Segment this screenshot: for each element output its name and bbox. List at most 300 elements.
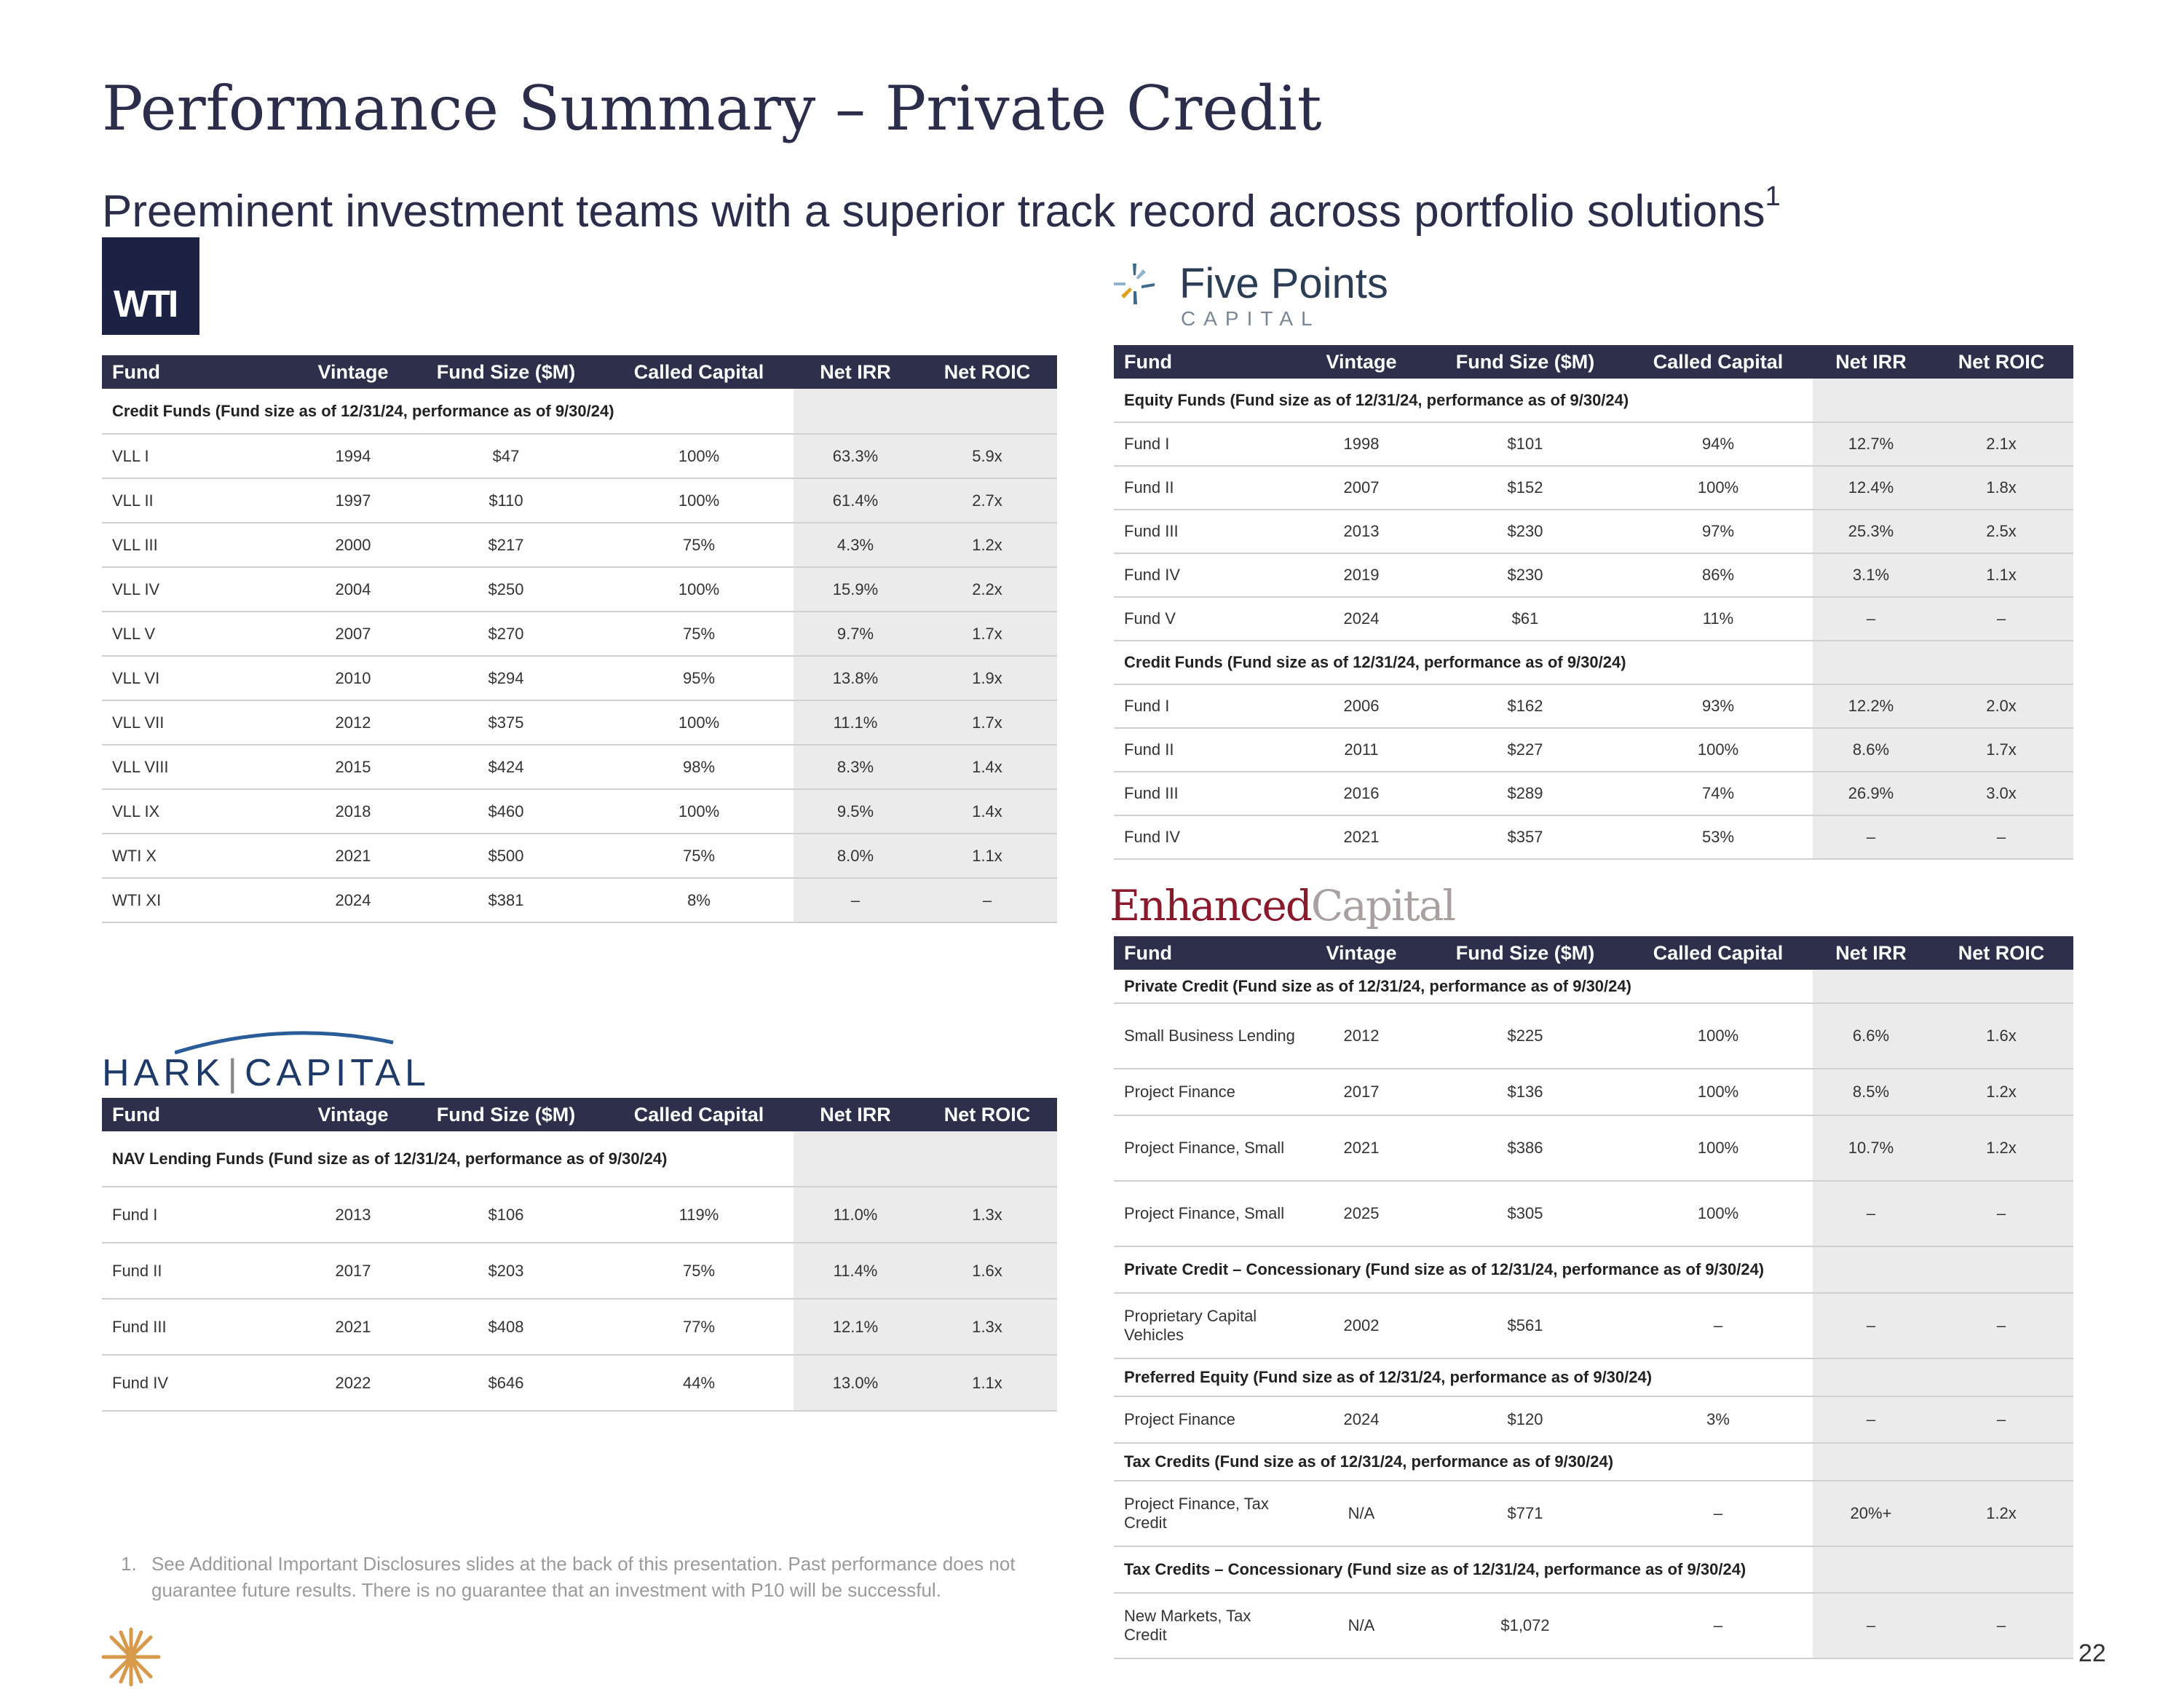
- table-cell: $500: [408, 834, 604, 878]
- table-cell: 2021: [1296, 1115, 1427, 1181]
- table-cell: $270: [408, 612, 604, 656]
- table-cell: Fund II: [1114, 728, 1296, 772]
- enhanced-logo-part1: Enhanced: [1109, 881, 1311, 930]
- table-cell: 1.3x: [917, 1299, 1057, 1355]
- table-row: [102, 700, 1057, 745]
- table-cell: $230: [1427, 553, 1623, 597]
- header-row: [102, 355, 1057, 389]
- table-cell: Proprietary Capital Vehicles: [1114, 1293, 1296, 1358]
- table-cell: 1.4x: [917, 789, 1057, 834]
- section-label: Tax Credits (Fund size as of 12/31/24, performance as of 9/30/24): [1114, 1443, 1813, 1481]
- table-row: [102, 478, 1057, 523]
- table-cell: $250: [408, 567, 604, 612]
- table-cell: $1,072: [1427, 1593, 1623, 1658]
- column-header: Net IRR: [1813, 936, 1929, 970]
- table-cell: 11.4%: [794, 1243, 917, 1299]
- column-header: Fund: [102, 1098, 298, 1131]
- wti-logo: [102, 237, 199, 335]
- table-cell: $381: [408, 878, 604, 922]
- hark-table-body: [102, 1131, 1057, 1411]
- table-cell: 8.3%: [794, 745, 917, 789]
- table-row: [1114, 1481, 2073, 1546]
- header-row: [1114, 936, 2073, 970]
- subtitle-footnote-marker: 1: [1765, 181, 1781, 212]
- table-row: [1114, 1003, 2073, 1069]
- table-cell: VLL V: [102, 612, 298, 656]
- table-cell: 2024: [298, 878, 408, 922]
- table-row: [1114, 553, 2073, 597]
- section-row: [1114, 641, 2073, 684]
- section-shade-cell: [917, 389, 1057, 434]
- table-row: [1114, 728, 2073, 772]
- table-cell: 3%: [1623, 1396, 1813, 1443]
- table-cell: 100%: [604, 567, 794, 612]
- table-cell: 2000: [298, 523, 408, 567]
- section-shade-cell: [1929, 641, 2073, 684]
- section-label: NAV Lending Funds (Fund size as of 12/31/24, performance as of 9/30/24): [102, 1131, 794, 1187]
- table-cell: 1.8x: [1929, 466, 2073, 510]
- column-header: Called Capital: [604, 1098, 794, 1131]
- table-cell: 2017: [1296, 1069, 1427, 1115]
- table-cell: $305: [1427, 1181, 1623, 1246]
- table-cell: VLL VII: [102, 700, 298, 745]
- table-cell: $375: [408, 700, 604, 745]
- table-cell: 3.1%: [1813, 553, 1929, 597]
- table-cell: 75%: [604, 523, 794, 567]
- table-cell: 8.6%: [1813, 728, 1929, 772]
- table-cell: –: [1623, 1481, 1813, 1546]
- table-cell: $561: [1427, 1293, 1623, 1358]
- table-cell: N/A: [1296, 1481, 1427, 1546]
- table-cell: 2007: [1296, 466, 1427, 510]
- column-header: Called Capital: [604, 355, 794, 389]
- column-header: Fund Size ($M): [408, 1098, 604, 1131]
- page-title: Performance Summary – Private Credit: [102, 73, 1322, 144]
- table-cell: WTI XI: [102, 878, 298, 922]
- table-cell: 3.0x: [1929, 772, 2073, 815]
- subtitle-text: Preeminent investment teams with a superior track record across portfolio solutions: [102, 186, 1765, 237]
- table-cell: 11%: [1623, 597, 1813, 641]
- table-cell: $120: [1427, 1396, 1623, 1443]
- page-number: 22: [2078, 1639, 2106, 1667]
- table-cell: $424: [408, 745, 604, 789]
- column-header: Net ROIC: [1929, 345, 2073, 379]
- table-row: [102, 523, 1057, 567]
- column-header: Fund: [102, 355, 298, 389]
- table-row: [1114, 597, 2073, 641]
- footnote-number: 1.: [121, 1553, 137, 1575]
- table-cell: $227: [1427, 728, 1623, 772]
- table-cell: 2.2x: [917, 567, 1057, 612]
- table-cell: 2006: [1296, 684, 1427, 728]
- table-cell: 12.2%: [1813, 684, 1929, 728]
- table-cell: $136: [1427, 1069, 1623, 1115]
- column-header: Net IRR: [794, 355, 917, 389]
- table-row: [1114, 510, 2073, 553]
- table-cell: Fund III: [102, 1299, 298, 1355]
- table-cell: 1.1x: [1929, 553, 2073, 597]
- table-cell: 2024: [1296, 597, 1427, 641]
- table-cell: –: [1929, 597, 2073, 641]
- table-cell: VLL IV: [102, 567, 298, 612]
- five-points-table-body: [1114, 379, 2073, 859]
- table-cell: 75%: [604, 1243, 794, 1299]
- section-label: Tax Credits – Concessionary (Fund size as of 12/31/24, performance as of 9/30/24): [1114, 1546, 1813, 1593]
- table-row: [102, 878, 1057, 922]
- five-points-logo-name: Five Points: [1179, 260, 1388, 307]
- wti-logo-text: WTI: [114, 283, 177, 325]
- table-cell: 11.0%: [794, 1187, 917, 1243]
- five-points-logo: [1114, 260, 1441, 336]
- table-cell: 1.2x: [917, 523, 1057, 567]
- table-cell: 10.7%: [1813, 1115, 1929, 1181]
- table-cell: Fund I: [102, 1187, 298, 1243]
- wti-table-header: [102, 355, 1057, 389]
- table-cell: 2013: [298, 1187, 408, 1243]
- table-cell: –: [1929, 815, 2073, 859]
- section-shade-cell: [794, 389, 917, 434]
- section-shade-cell: [794, 1131, 917, 1187]
- table-cell: 2017: [298, 1243, 408, 1299]
- section-shade-cell: [1813, 1546, 1929, 1593]
- table-row: [1114, 422, 2073, 466]
- table-row: [1114, 1293, 2073, 1358]
- section-shade-cell: [1813, 1443, 1929, 1481]
- table-cell: 2.7x: [917, 478, 1057, 523]
- table-cell: 2.1x: [1929, 422, 2073, 466]
- table-row: [102, 789, 1057, 834]
- five-points-star-icon: [1114, 264, 1155, 304]
- table-cell: 12.7%: [1813, 422, 1929, 466]
- table-cell: $225: [1427, 1003, 1623, 1069]
- column-header: Called Capital: [1623, 345, 1813, 379]
- table-cell: Fund IV: [102, 1355, 298, 1411]
- section-label: Private Credit – Concessionary (Fund size as of 12/31/24, performance as of 9/30/24): [1114, 1246, 1813, 1293]
- table-row: [102, 434, 1057, 478]
- table-cell: 2012: [1296, 1003, 1427, 1069]
- section-shade-cell: [1929, 1443, 2073, 1481]
- section-shade-cell: [1929, 1546, 2073, 1593]
- table-cell: VLL VI: [102, 656, 298, 700]
- table-row: [102, 1299, 1057, 1355]
- table-cell: $289: [1427, 772, 1623, 815]
- section-row: [1114, 1358, 2073, 1396]
- table-cell: 20%+: [1813, 1481, 1929, 1546]
- table-cell: VLL IX: [102, 789, 298, 834]
- table-cell: –: [1813, 597, 1929, 641]
- section-shade-cell: [1929, 970, 2073, 1003]
- section-shade-cell: [1929, 1358, 2073, 1396]
- table-cell: 9.7%: [794, 612, 917, 656]
- table-cell: –: [1929, 1181, 2073, 1246]
- section-shade-cell: [1813, 970, 1929, 1003]
- column-header: Fund Size ($M): [408, 355, 604, 389]
- table-cell: –: [1929, 1293, 2073, 1358]
- table-cell: 100%: [1623, 466, 1813, 510]
- table-cell: 2025: [1296, 1181, 1427, 1246]
- table-row: [1114, 1181, 2073, 1246]
- table-cell: $217: [408, 523, 604, 567]
- table-cell: 95%: [604, 656, 794, 700]
- header-row: [102, 1098, 1057, 1131]
- table-cell: 2002: [1296, 1293, 1427, 1358]
- table-cell: 1.2x: [1929, 1481, 2073, 1546]
- table-cell: 8.0%: [794, 834, 917, 878]
- table-cell: 75%: [604, 834, 794, 878]
- five-points-table-header: [1114, 345, 2073, 379]
- table-cell: Fund II: [1114, 466, 1296, 510]
- section-shade-cell: [1813, 641, 1929, 684]
- table-cell: $408: [408, 1299, 604, 1355]
- table-cell: 97%: [1623, 510, 1813, 553]
- table-cell: 1.1x: [917, 834, 1057, 878]
- table-cell: 2.5x: [1929, 510, 2073, 553]
- table-cell: 2021: [1296, 815, 1427, 859]
- table-cell: 2022: [298, 1355, 408, 1411]
- enhanced-logo-part2: Capital: [1310, 881, 1455, 930]
- column-header: Fund Size ($M): [1427, 936, 1623, 970]
- table-cell: Small Business Lending: [1114, 1003, 1296, 1069]
- section-row: [1114, 1443, 2073, 1481]
- page-subtitle: [102, 181, 1781, 237]
- table-cell: 1.2x: [1929, 1115, 2073, 1181]
- column-header: Vintage: [298, 355, 408, 389]
- table-cell: $294: [408, 656, 604, 700]
- table-cell: $771: [1427, 1481, 1623, 1546]
- table-cell: 2015: [298, 745, 408, 789]
- table-row: [102, 567, 1057, 612]
- table-cell: 1.7x: [917, 700, 1057, 745]
- table-cell: Fund II: [102, 1243, 298, 1299]
- table-cell: 86%: [1623, 553, 1813, 597]
- table-cell: –: [917, 878, 1057, 922]
- table-cell: 2021: [298, 834, 408, 878]
- table-cell: –: [1813, 1593, 1929, 1658]
- table-cell: 13.0%: [794, 1355, 917, 1411]
- section-label: Credit Funds (Fund size as of 12/31/24, performance as of 9/30/24): [102, 389, 794, 434]
- table-cell: $386: [1427, 1115, 1623, 1181]
- hark-logo-part1: HARK: [102, 1052, 225, 1094]
- table-cell: –: [1813, 1181, 1929, 1246]
- table-cell: 2024: [1296, 1396, 1427, 1443]
- column-header: Fund: [1114, 345, 1296, 379]
- section-label: Private Credit (Fund size as of 12/31/24, performance as of 9/30/24): [1114, 970, 1813, 1003]
- table-cell: 1.7x: [917, 612, 1057, 656]
- table-row: [1114, 772, 2073, 815]
- table-cell: VLL II: [102, 478, 298, 523]
- table-cell: $110: [408, 478, 604, 523]
- table-cell: 1998: [1296, 422, 1427, 466]
- section-shade-cell: [1929, 1246, 2073, 1293]
- table-cell: Fund I: [1114, 684, 1296, 728]
- table-cell: Project Finance: [1114, 1069, 1296, 1115]
- table-cell: $101: [1427, 422, 1623, 466]
- table-cell: Fund I: [1114, 422, 1296, 466]
- table-row: [102, 834, 1057, 878]
- section-label: Preferred Equity (Fund size as of 12/31/24, performance as of 9/30/24): [1114, 1358, 1813, 1396]
- table-row: [1114, 1115, 2073, 1181]
- table-cell: –: [1813, 815, 1929, 859]
- table-cell: 100%: [1623, 1115, 1813, 1181]
- table-cell: 93%: [1623, 684, 1813, 728]
- hark-logo-text: HARK|CAPITAL: [102, 1052, 430, 1094]
- table-cell: $47: [408, 434, 604, 478]
- table-cell: 74%: [1623, 772, 1813, 815]
- table-row: [102, 1243, 1057, 1299]
- table-cell: Fund V: [1114, 597, 1296, 641]
- table-cell: 13.8%: [794, 656, 917, 700]
- table-cell: 6.6%: [1813, 1003, 1929, 1069]
- table-row: [1114, 466, 2073, 510]
- table-cell: New Markets, Tax Credit: [1114, 1593, 1296, 1658]
- section-row: [102, 1131, 1057, 1187]
- table-cell: –: [1623, 1593, 1813, 1658]
- table-row: [1114, 1069, 2073, 1115]
- table-cell: 100%: [604, 789, 794, 834]
- table-cell: $106: [408, 1187, 604, 1243]
- table-cell: 100%: [604, 478, 794, 523]
- table-cell: 2004: [298, 567, 408, 612]
- table-cell: 1.4x: [917, 745, 1057, 789]
- section-row: [1114, 970, 2073, 1003]
- column-header: Net IRR: [794, 1098, 917, 1131]
- table-cell: 4.3%: [794, 523, 917, 567]
- table-cell: VLL VIII: [102, 745, 298, 789]
- table-cell: 12.1%: [794, 1299, 917, 1355]
- table-row: [1114, 684, 2073, 728]
- table-cell: 2010: [298, 656, 408, 700]
- table-cell: 77%: [604, 1299, 794, 1355]
- table-cell: Fund III: [1114, 772, 1296, 815]
- table-cell: 25.3%: [1813, 510, 1929, 553]
- table-cell: 2021: [298, 1299, 408, 1355]
- footnote-text: See Additional Important Disclosures slides at the back of this presentation. Past performance does not guarantee future results. There is no guarantee that an investment with P10 will be successful.: [151, 1553, 1016, 1601]
- section-shade-cell: [1813, 379, 1929, 422]
- table-row: [1114, 815, 2073, 859]
- table-cell: $203: [408, 1243, 604, 1299]
- table-cell: 1.7x: [1929, 728, 2073, 772]
- column-header: Net ROIC: [1929, 936, 2073, 970]
- footnote: [121, 1551, 1067, 1603]
- table-cell: –: [1929, 1396, 2073, 1443]
- table-cell: 44%: [604, 1355, 794, 1411]
- table-cell: 2013: [1296, 510, 1427, 553]
- section-label: Equity Funds (Fund size as of 12/31/24, performance as of 9/30/24): [1114, 379, 1813, 422]
- column-header: Net ROIC: [917, 1098, 1057, 1131]
- header-row: [1114, 345, 2073, 379]
- hark-capital-logo: [102, 1027, 437, 1099]
- table-cell: 75%: [604, 612, 794, 656]
- section-shade-cell: [917, 1131, 1057, 1187]
- section-label: Credit Funds (Fund size as of 12/31/24, performance as of 9/30/24): [1114, 641, 1813, 684]
- table-cell: Fund IV: [1114, 553, 1296, 597]
- table-cell: Project Finance, Small: [1114, 1181, 1296, 1246]
- table-cell: 1997: [298, 478, 408, 523]
- section-shade-cell: [1929, 379, 2073, 422]
- table-cell: 2007: [298, 612, 408, 656]
- table-cell: 1.2x: [1929, 1069, 2073, 1115]
- table-cell: 2011: [1296, 728, 1427, 772]
- table-cell: 11.1%: [794, 700, 917, 745]
- table-cell: 1.6x: [1929, 1003, 2073, 1069]
- table-cell: VLL III: [102, 523, 298, 567]
- table-cell: N/A: [1296, 1593, 1427, 1658]
- table-cell: Project Finance, Small: [1114, 1115, 1296, 1181]
- table-cell: 8.5%: [1813, 1069, 1929, 1115]
- table-cell: 100%: [604, 434, 794, 478]
- table-cell: 2019: [1296, 553, 1427, 597]
- table-cell: WTI X: [102, 834, 298, 878]
- five-points-table: [1114, 345, 2073, 860]
- table-cell: 1.3x: [917, 1187, 1057, 1243]
- table-row: [102, 656, 1057, 700]
- table-cell: 100%: [1623, 1181, 1813, 1246]
- table-cell: $230: [1427, 510, 1623, 553]
- table-cell: Fund III: [1114, 510, 1296, 553]
- column-header: Vintage: [1296, 936, 1427, 970]
- table-cell: 98%: [604, 745, 794, 789]
- table-cell: Project Finance: [1114, 1396, 1296, 1443]
- section-row: [102, 389, 1057, 434]
- table-cell: 61.4%: [794, 478, 917, 523]
- p10-logo-icon: [99, 1625, 163, 1689]
- section-shade-cell: [1813, 1246, 1929, 1293]
- table-cell: $646: [408, 1355, 604, 1411]
- table-cell: –: [1623, 1293, 1813, 1358]
- table-cell: 63.3%: [794, 434, 917, 478]
- table-cell: 26.9%: [1813, 772, 1929, 815]
- table-cell: –: [1813, 1293, 1929, 1358]
- table-cell: 8%: [604, 878, 794, 922]
- table-cell: Project Finance, Tax Credit: [1114, 1481, 1296, 1546]
- table-row: [102, 1355, 1057, 1411]
- column-header: Fund: [1114, 936, 1296, 970]
- table-cell: 2016: [1296, 772, 1427, 815]
- table-cell: 100%: [1623, 1003, 1813, 1069]
- hark-logo-part2: CAPITAL: [245, 1052, 430, 1094]
- table-cell: $162: [1427, 684, 1623, 728]
- table-cell: Fund IV: [1114, 815, 1296, 859]
- table-cell: 119%: [604, 1187, 794, 1243]
- column-header: Net IRR: [1813, 345, 1929, 379]
- column-header: Called Capital: [1623, 936, 1813, 970]
- table-cell: $152: [1427, 466, 1623, 510]
- table-cell: $61: [1427, 597, 1623, 641]
- table-row: [1114, 1593, 2073, 1658]
- table-cell: –: [794, 878, 917, 922]
- table-row: [102, 612, 1057, 656]
- table-cell: 5.9x: [917, 434, 1057, 478]
- column-header: Vintage: [298, 1098, 408, 1131]
- table-cell: 100%: [1623, 728, 1813, 772]
- table-cell: VLL I: [102, 434, 298, 478]
- table-cell: 9.5%: [794, 789, 917, 834]
- table-cell: 2018: [298, 789, 408, 834]
- table-cell: 1.9x: [917, 656, 1057, 700]
- table-row: [102, 1187, 1057, 1243]
- column-header: Fund Size ($M): [1427, 345, 1623, 379]
- section-shade-cell: [1813, 1358, 1929, 1396]
- enhanced-capital-logo: [1109, 881, 1455, 930]
- table-cell: 2012: [298, 700, 408, 745]
- section-row: [1114, 379, 2073, 422]
- table-cell: 12.4%: [1813, 466, 1929, 510]
- enhanced-capital-table-body: [1114, 970, 2073, 1658]
- table-cell: –: [1929, 1593, 2073, 1658]
- section-row: [1114, 1546, 2073, 1593]
- table-cell: $357: [1427, 815, 1623, 859]
- enhanced-capital-table-header: [1114, 936, 2073, 970]
